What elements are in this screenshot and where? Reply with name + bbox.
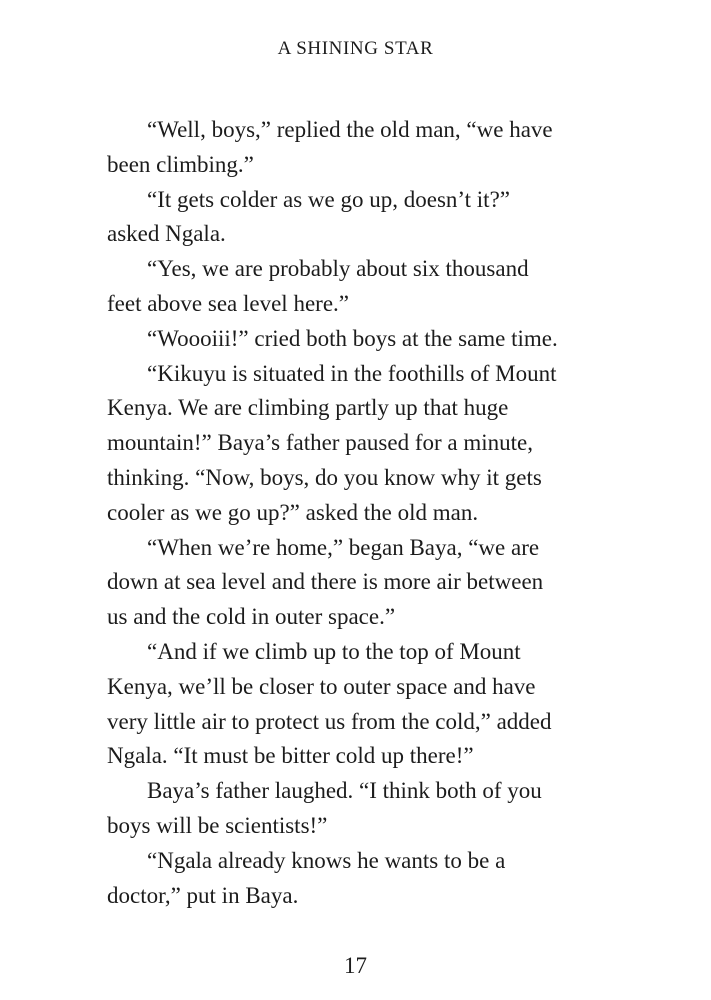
text-line: asked Ngala.: [107, 221, 226, 247]
text-line: down at sea level and there is more air between: [107, 569, 544, 595]
text-line: “It gets colder as we go up, doesn’t it?”: [147, 186, 510, 212]
text-line: feet above sea level here.”: [107, 290, 349, 316]
text-line: cooler as we go up?” asked the old man.: [107, 499, 479, 525]
text-line: been climbing.”: [107, 151, 254, 177]
text-line: Ngala. “It must be bitter cold up there!”: [107, 743, 474, 769]
text-line: us and the cold in outer space.”: [107, 604, 396, 630]
running-title: A SHINING STAR: [277, 38, 434, 59]
text-line: “Well, boys,” replied the old man, “we have: [147, 117, 553, 142]
text-line: “Ngala already knows he wants to be a: [147, 847, 506, 873]
text-line: very little air to protect us from the cold,” added: [107, 708, 552, 734]
text-line: doctor,” put in Baya.: [107, 882, 299, 908]
body-text: [107, 113, 619, 913]
text-line: “When we’re home,” began Baya, “we are: [147, 534, 540, 560]
text-line: “And if we climb up to the top of Mount: [147, 638, 521, 664]
text-line: Kenya. We are climbing partly up that huge: [107, 395, 509, 421]
text-line: mountain!” Baya’s father paused for a minute,: [107, 430, 533, 456]
text-line: Kenya, we’ll be closer to outer space and have: [107, 673, 536, 699]
text-line: “Woooiii!” cried both boys at the same time.: [147, 325, 558, 351]
text-line: Baya’s father laughed. “I think both of you: [147, 778, 542, 804]
text-line: “Yes, we are probably about six thousand: [147, 256, 529, 282]
text-line: boys will be scientists!”: [107, 812, 328, 838]
text-line: thinking. “Now, boys, do you know why it gets: [107, 464, 542, 490]
text-line: “Kikuyu is situated in the foothills of Mount: [147, 360, 557, 386]
page-number: 17: [344, 953, 367, 978]
